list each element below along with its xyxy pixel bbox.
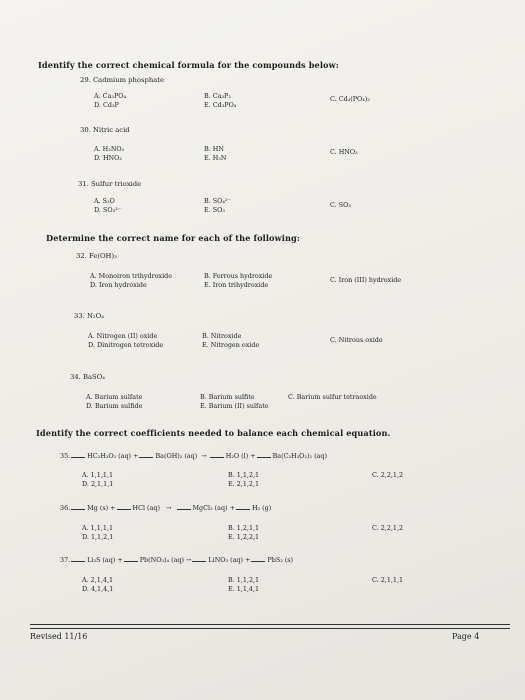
question-33-option-c: C. Nitrous oxide	[330, 336, 383, 344]
question-29-title: 29. Cadmium phosphate	[80, 76, 165, 84]
plus-sign: +	[110, 504, 116, 512]
question-30-title: 30. Nitric acid	[80, 126, 130, 134]
question-32-option-e: E. Iron trihydroxide	[204, 281, 269, 289]
question-32-title: 32. Fe(OH)₃	[76, 252, 117, 260]
question-37-term-2: Pb(NO₃)₄ (aq)	[139, 556, 184, 564]
question-31-option-d: D. SO₃²⁻	[94, 206, 122, 214]
question-31-option-c: C. SO₂	[330, 201, 351, 209]
footer-rule	[30, 624, 510, 625]
section-heading-names: Determine the correct name for each of the following:	[46, 233, 300, 243]
question-29-option-c: C. Cd₃(PO₄)₂	[330, 95, 370, 103]
question-37-term-3: LiNO₃ (aq)	[208, 556, 244, 564]
question-33-option-b: B. Nitroxide	[202, 332, 242, 340]
question-30-option-d: D. HNO₂	[94, 154, 122, 162]
question-30-option-c: C. HNO₃	[330, 148, 358, 156]
coefficient-blank[interactable]	[210, 451, 224, 458]
plus-sign: +	[250, 452, 256, 460]
question-36-term-1: Mg (s)	[87, 504, 109, 512]
question-34-option-c: C. Barium sulfur tetraoxide	[288, 393, 377, 401]
question-35-option-e: E. 2,1,2,1	[228, 480, 260, 488]
coefficient-blank[interactable]	[251, 555, 265, 562]
question-35-option-c: C. 2,2,1,2	[372, 471, 404, 479]
coefficient-blank[interactable]	[192, 555, 206, 562]
question-30-option-b: B. HN	[204, 145, 224, 153]
question-34-option-a: A. Barium sulfate	[86, 393, 143, 401]
coefficient-blank[interactable]	[236, 503, 250, 510]
question-37-number: 37.	[60, 556, 71, 564]
question-35-term-4: Ba(C₂H₃O₂)₂ (aq)	[272, 452, 327, 460]
question-36-term-2: HCl (aq)	[132, 504, 160, 512]
question-29-option-e: E. Cd₃PO₄	[204, 101, 237, 109]
plus-sign: +	[245, 556, 251, 564]
question-37-option-a: A. 2,1,4,1	[82, 576, 114, 584]
question-37-option-e: E. 1,1,4,1	[228, 585, 260, 593]
question-37-term-1: Li₂S (aq)	[87, 556, 116, 564]
question-36-option-a: A. 1,1,1,1	[82, 524, 114, 532]
reaction-arrow: →	[186, 556, 192, 564]
coefficient-blank[interactable]	[124, 555, 138, 562]
page-number: Page 4	[452, 632, 480, 641]
question-37-equation	[60, 555, 293, 564]
question-33-title: 33. N₂O₄	[74, 312, 104, 320]
coefficient-blank[interactable]	[257, 451, 271, 458]
question-29-option-a: A. Ca₃PO₄	[94, 92, 127, 100]
coefficient-blank[interactable]	[71, 555, 85, 562]
question-35-equation	[60, 451, 327, 460]
reaction-arrow: →	[166, 504, 172, 512]
question-35-option-a: A. 1,1,1,1	[82, 471, 114, 479]
question-34-option-e: E. Barium (II) sulfate	[200, 402, 269, 410]
question-34-option-b: B. Barium sulfite	[200, 393, 255, 401]
question-31-option-b: B. SO₄²⁻	[204, 197, 231, 205]
question-30-option-e: E. H₃N	[204, 154, 227, 162]
question-31-title: 31. Sulfur trioxide	[78, 180, 142, 188]
plus-sign: +	[229, 504, 235, 512]
question-36-option-b: B. 1,2,1,1	[228, 524, 260, 532]
question-34-option-d: D. Barium sulfide	[86, 402, 143, 410]
coefficient-blank[interactable]	[177, 503, 191, 510]
section-heading-formulas: Identify the correct chemical formula for the compounds below:	[38, 60, 339, 70]
question-37-term-4: PbS₂ (s)	[267, 556, 294, 564]
question-35-option-b: B. 1,1,2,1	[228, 471, 260, 479]
question-33-option-d: D. Dinitrogen tetroxide	[88, 341, 164, 349]
question-35-term-2: Ba(OH)₂ (aq)	[155, 452, 198, 460]
coefficient-blank[interactable]	[117, 503, 131, 510]
question-35-number: 35.	[60, 452, 71, 460]
question-36-term-3: MgCl₂ (aq)	[192, 504, 228, 512]
coefficient-blank[interactable]	[71, 451, 85, 458]
plus-sign: +	[133, 452, 139, 460]
section-heading-coefficients: Identify the correct coefficients needed to balance each chemical equation.	[36, 428, 391, 438]
question-32-option-a: A. Monoiron trihydroxide	[90, 272, 173, 280]
reaction-arrow: →	[201, 452, 207, 460]
question-33-option-e: E. Nitrogen oxide	[202, 341, 260, 349]
question-36-term-4: H₂ (g)	[251, 504, 272, 512]
question-35-term-3: H₂O (l)	[225, 452, 249, 460]
question-31-option-e: E. SO₃	[204, 206, 225, 214]
coefficient-blank[interactable]	[71, 503, 85, 510]
question-35-option-d: D. 2,1,1,1	[82, 480, 114, 488]
footer-rule-thin	[30, 628, 510, 629]
question-29-option-d: D. Cd₃P	[94, 101, 119, 109]
question-37-option-d: D. 4,1,4,1	[82, 585, 114, 593]
plus-sign: +	[117, 556, 123, 564]
question-29-option-b: B. Ca₃P₂	[204, 92, 231, 100]
question-37-option-b: B. 1,1,2,1	[228, 576, 260, 584]
revision-note: Revised 11/16	[30, 632, 88, 641]
question-36-option-d: D. 1,1,2,1	[82, 533, 114, 541]
question-36-equation	[60, 503, 271, 512]
question-32-option-d: D. Iron hydroxide	[90, 281, 147, 289]
question-32-option-b: B. Ferrous hydroxide	[204, 272, 273, 280]
question-33-option-a: A. Nitrogen (II) oxide	[88, 332, 158, 340]
question-36-option-e: E. 1,2,2,1	[228, 533, 260, 541]
question-34-title: 34. BaSO₄	[70, 373, 105, 381]
question-32-option-c: C. Iron (III) hydroxide	[330, 276, 402, 284]
question-37-option-c: C. 2,1,1,1	[372, 576, 404, 584]
question-36-option-c: C. 2,2,1,2	[372, 524, 404, 532]
question-31-option-a: A. S₃O	[94, 197, 115, 205]
question-35-term-1: HC₂H₃O₂ (aq)	[87, 452, 132, 460]
coefficient-blank[interactable]	[139, 451, 153, 458]
question-36-number: 36.	[60, 504, 71, 512]
question-30-option-a: A. H₂NO₃	[94, 145, 125, 153]
